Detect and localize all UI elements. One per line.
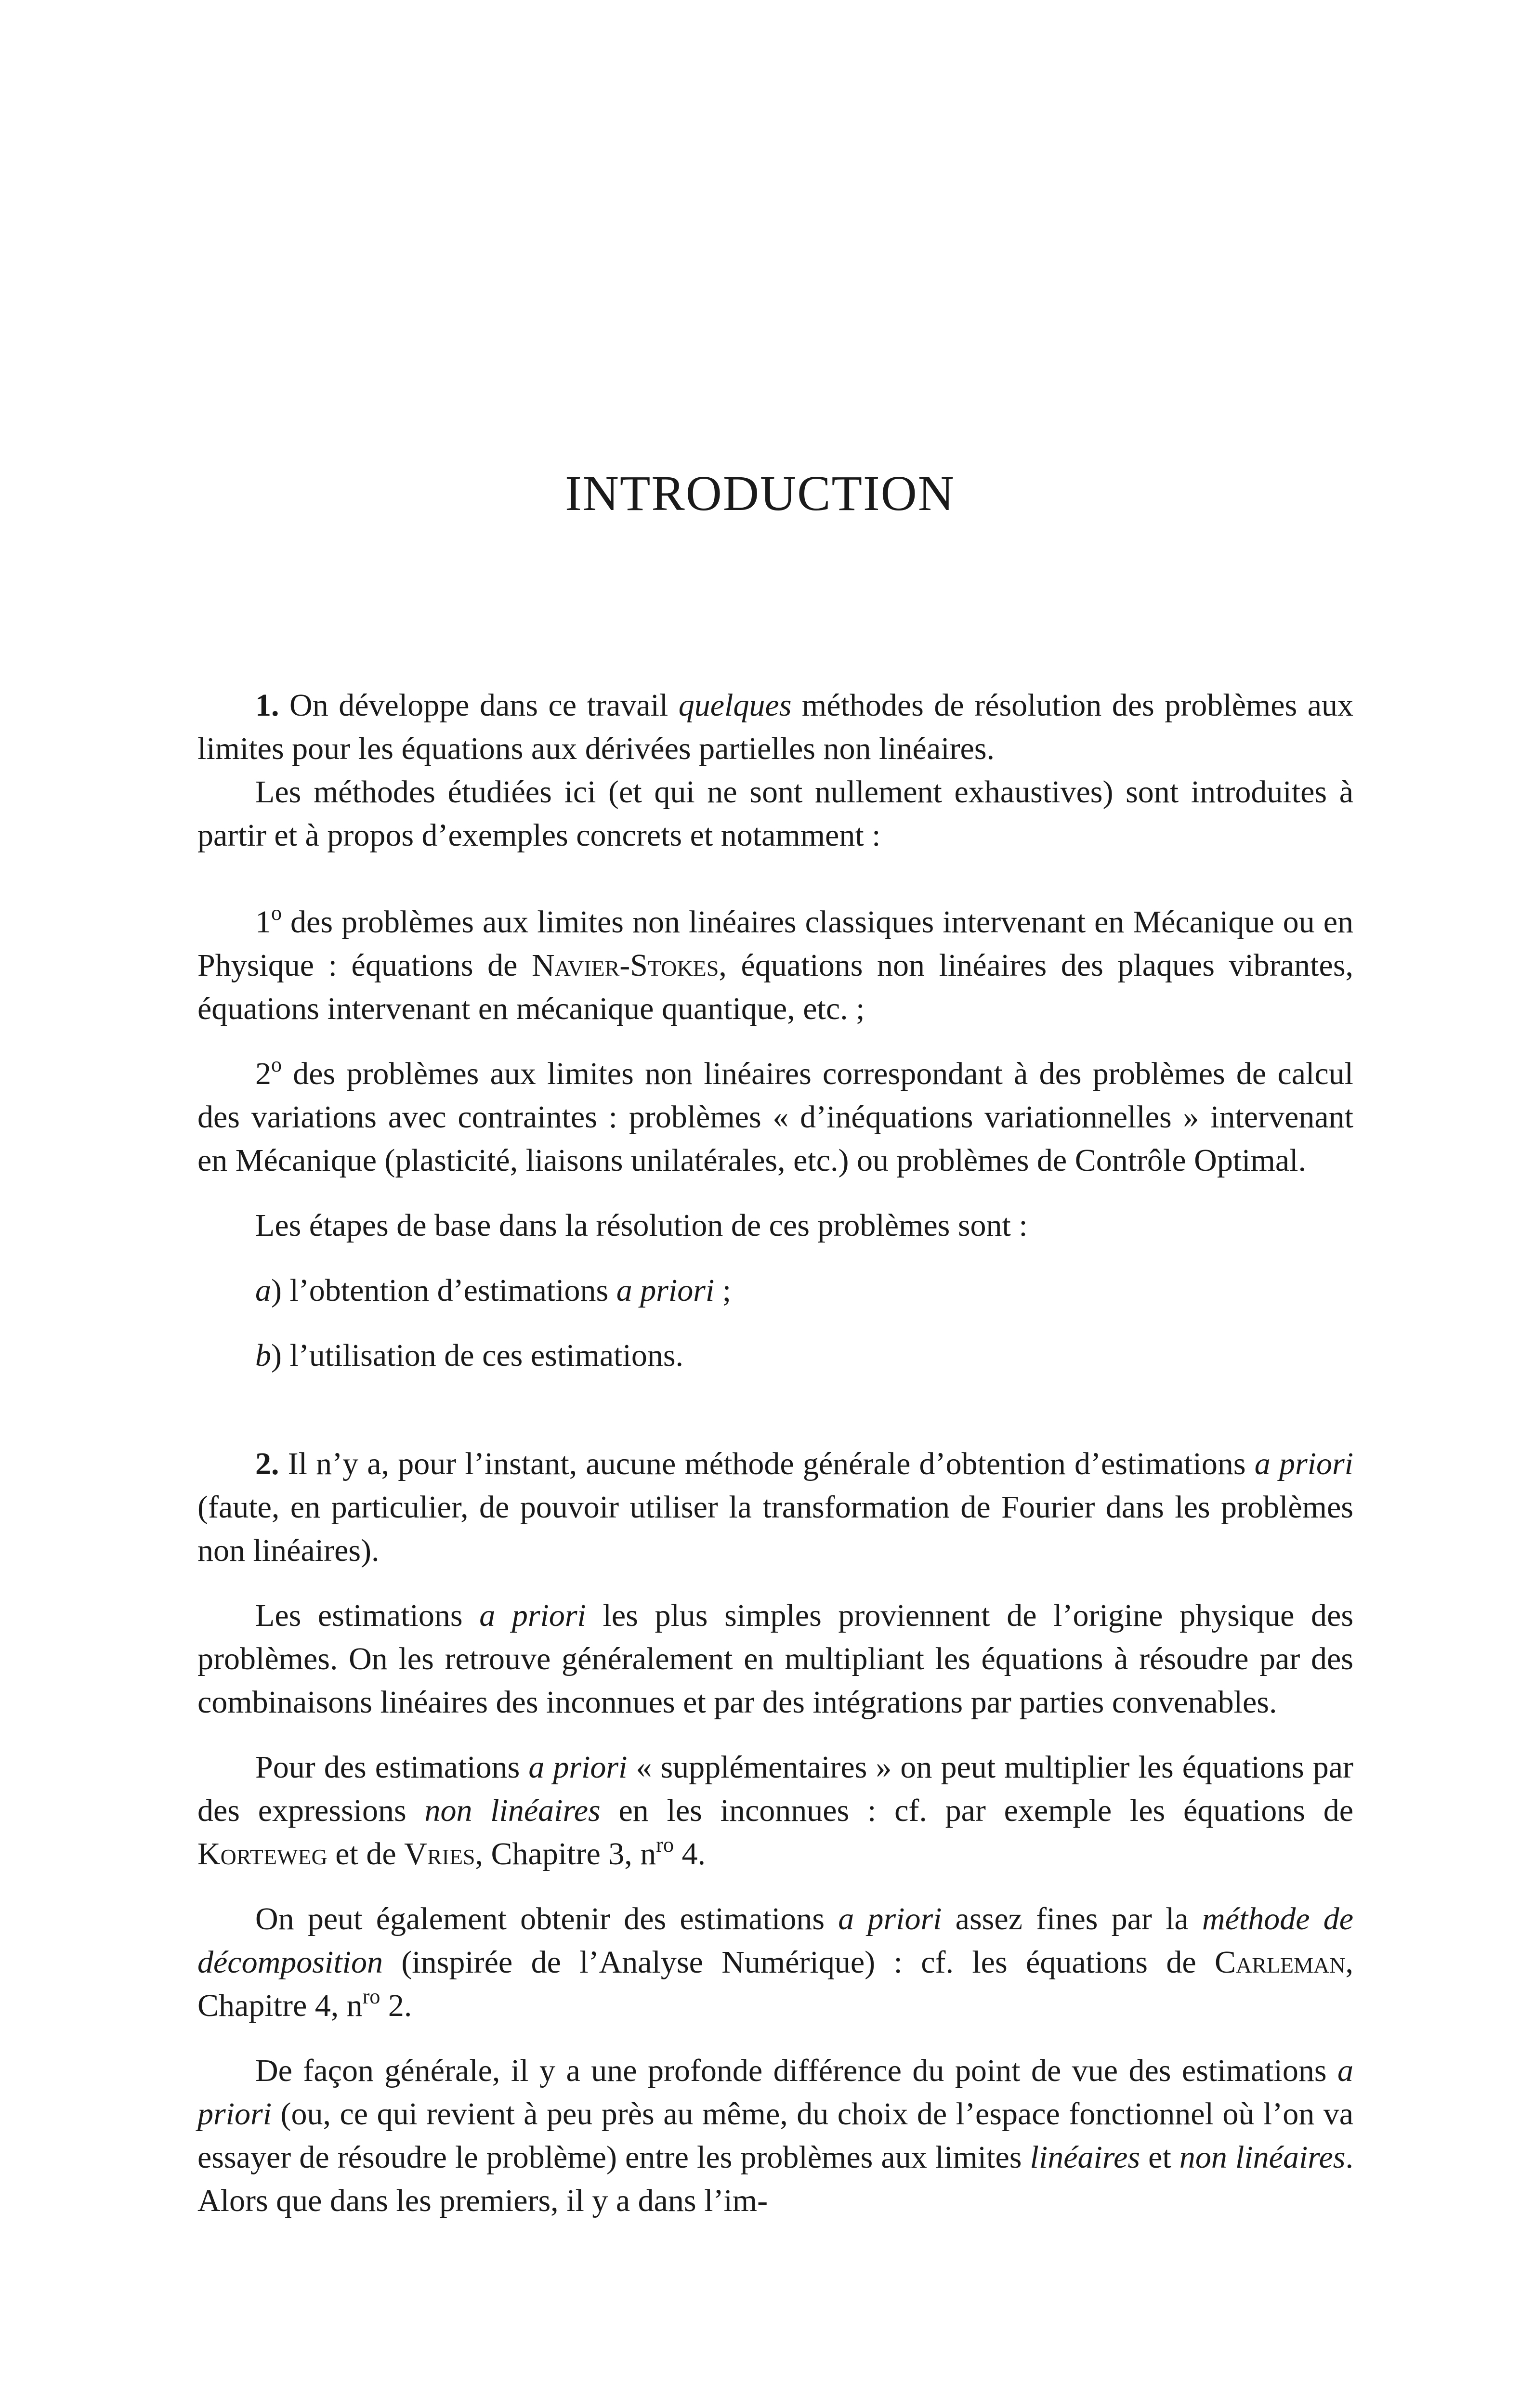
italic-text: a priori	[838, 1901, 942, 1937]
text: (inspirée de l’Analyse Numérique) : cf. les équations de	[382, 1945, 1215, 1980]
text: , équations non linéaires des plaques vibrantes, équations intervenant en mécanique quantique, etc. ;	[197, 948, 1353, 1026]
text: (ou, ce qui revient à peu près au même, du choix de l’espace fonctionnel où l’on va essayer de résoudre le problème) entre les problèmes aux limites	[197, 2096, 1353, 2175]
small-caps-name: Carleman	[1215, 1945, 1346, 1980]
text: 4.	[673, 1836, 706, 1871]
s1-paragraph-2	[197, 771, 1353, 857]
text: , Chapitre 4, n	[197, 1945, 1353, 2023]
italic-text: méthode de décomposition	[197, 1901, 1354, 1980]
s2-paragraph-4	[197, 1898, 1353, 2028]
italic-text: linéaires	[1030, 2140, 1140, 2175]
s2-paragraph-3	[197, 1746, 1353, 1876]
text: On développe dans ce travail	[279, 688, 679, 723]
s2-paragraph-5	[197, 2049, 1353, 2223]
italic-text: quelques	[678, 688, 792, 723]
s2-paragraph-2	[197, 1594, 1353, 1724]
s1-list-b	[197, 1334, 1353, 1377]
text: ;	[714, 1273, 732, 1308]
s1-item-1	[197, 901, 1353, 1031]
text: , Chapitre 3, n	[475, 1836, 656, 1871]
text: Les estimations	[255, 1598, 480, 1633]
section-number: 1.	[255, 688, 279, 723]
small-caps-name: Navier-Stokes	[532, 948, 719, 983]
text: 2.	[380, 1988, 412, 2023]
list-label: a	[255, 1273, 271, 1308]
small-caps-name: Korteweg	[197, 1836, 328, 1871]
text: . Alors que dans les premiers, il y a dans l’im-	[197, 2140, 1353, 2218]
text: Il n’y a, pour l’instant, aucune méthode générale d’obtention d’estimations	[279, 1446, 1255, 1481]
italic-text: a priori	[197, 2053, 1353, 2132]
italic-text: non linéaires	[424, 1793, 601, 1828]
body-text	[197, 684, 1353, 2223]
text: méthodes de résolution des problèmes aux limites pour les équations aux dérivées partielles non linéaires.	[197, 688, 1354, 766]
item-number: 1	[255, 904, 271, 940]
text: en les inconnues : cf. par exemple les équations de	[600, 1793, 1353, 1828]
item-number: 2	[255, 1056, 271, 1091]
section-number: 2.	[255, 1446, 279, 1481]
page-title: INTRODUCTION	[565, 466, 955, 521]
small-caps-name: Vries	[404, 1836, 475, 1871]
s2-paragraph-1	[197, 1442, 1353, 1572]
list-label: b	[255, 1338, 271, 1373]
text: ) l’obtention d’estimations	[271, 1273, 616, 1308]
text: De façon générale, il y a une profonde différence du point de vue des estimations	[255, 2053, 1337, 2088]
s1-paragraph-1	[197, 684, 1353, 771]
text: des problèmes aux limites non linéaires classiques intervenant en Mécanique ou en Physique : équations de	[197, 904, 1353, 983]
text: Pour des estimations	[255, 1750, 529, 1785]
s1-item-2	[197, 1052, 1353, 1182]
text: On peut également obtenir des estimations	[255, 1901, 839, 1937]
text: des problèmes aux limites non linéaires correspondant à des problèmes de calcul des variations avec contraintes : problèmes « d’inéquations variationnelles » intervenant en Mécanique (plasticité, liaisons unilatérales, etc.) ou problèmes de Contrôle Optimal.	[197, 1056, 1353, 1178]
text: et de	[327, 1836, 405, 1871]
text: et	[1140, 2140, 1179, 2175]
text: « supplémentaires » on peut multiplier les équations par des expressions	[197, 1750, 1353, 1828]
italic-text: a priori	[616, 1273, 715, 1308]
ordinal-mark: o	[271, 1053, 282, 1076]
superscript: ro	[656, 1833, 674, 1857]
text: Les méthodes étudiées ici (et qui ne sont nullement exhaustives) sont introduites à partir et à propos d’exemples concrets et notamment :	[197, 774, 1353, 853]
italic-text: a priori	[479, 1598, 586, 1633]
italic-text: a priori	[528, 1750, 628, 1785]
ordinal-mark: o	[271, 901, 282, 925]
text: ) l’utilisation de ces estimations.	[271, 1338, 684, 1373]
italic-text: non linéaires	[1179, 2140, 1346, 2175]
s1-paragraph-3	[197, 1204, 1353, 1247]
text: (faute, en particulier, de pouvoir utiliser la transformation de Fourier dans les problèmes non linéaires).	[197, 1490, 1353, 1568]
text: assez fines par la	[942, 1901, 1202, 1937]
text: les plus simples proviennent de l’origine physique des problèmes. On les retrouve généralement en multipliant les équations à résoudre par des combinaisons linéaires des inconnues et par des intégrations par parties convenables.	[197, 1598, 1353, 1720]
s1-list-a	[197, 1269, 1353, 1312]
superscript: ro	[362, 1985, 380, 2008]
text: Les étapes de base dans la résolution de ces problèmes sont :	[255, 1208, 1028, 1243]
italic-text: a priori	[1254, 1446, 1353, 1481]
